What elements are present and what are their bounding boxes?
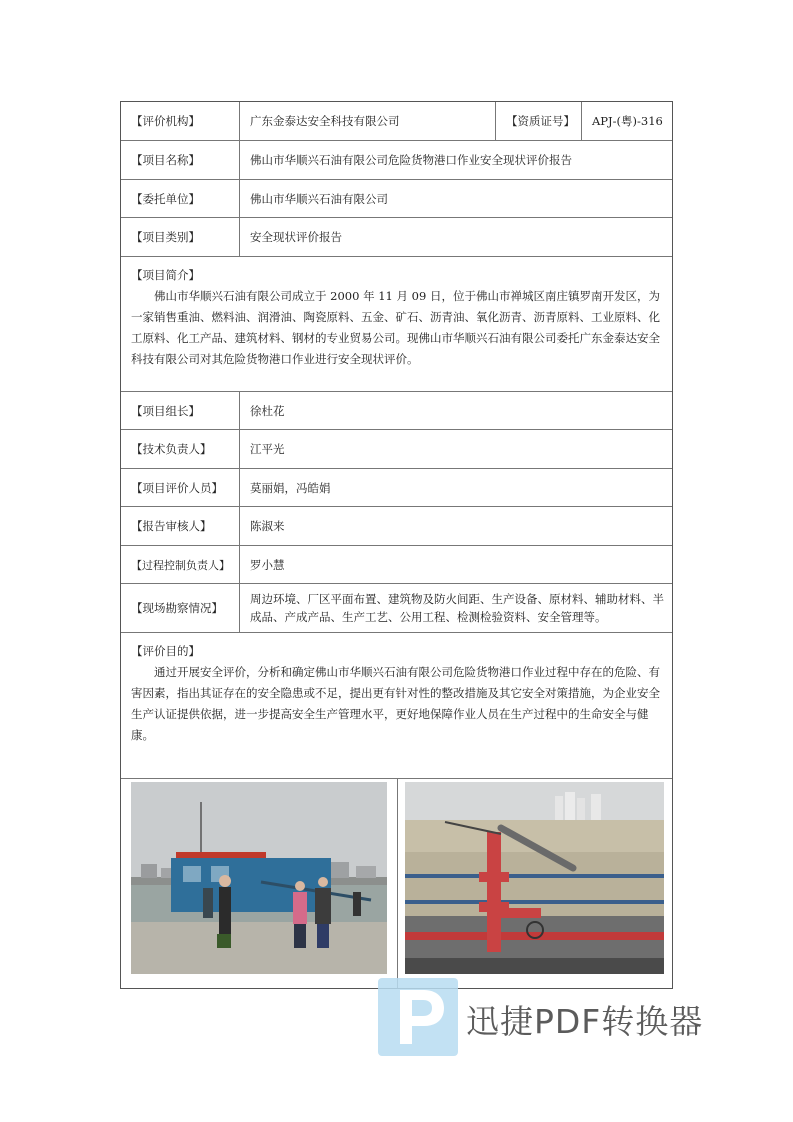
row-category <box>121 218 672 257</box>
label-agency: 【评价机构】 <box>121 102 240 140</box>
report-info-table <box>120 101 673 989</box>
wharf-site-photo <box>131 782 387 974</box>
value-reviewer: 陈淑来 <box>250 519 285 533</box>
row-leader <box>121 392 672 430</box>
value-survey: 周边环境、厂区平面布置、建筑物及防火间距、生产设备、原材料、辅助材料、半成品、产成产品、生产工艺、公用工程、检测检验资料、安全管理等。 <box>250 592 664 624</box>
value-evaluators: 莫丽娟，冯皓娟 <box>250 480 331 495</box>
label-category: 【项目类别】 <box>121 218 240 256</box>
row-client <box>121 180 672 218</box>
purpose-heading: 【评价目的】 <box>131 644 200 658</box>
label-client: 【委托单位】 <box>121 180 240 217</box>
row-evaluators <box>121 469 672 507</box>
row-survey <box>121 584 672 633</box>
intro-text: 佛山市华顺兴石油有限公司成立于 2000 年 11 月 09 日，位于佛山市禅城区南庄镇罗南开发区，为一家销售重油、燃料油、润滑油、陶瓷原料、五金、矿石、沥青油、氧化沥青、沥青原料、工业原料、化工原料、化工产品、建筑材料、钢材的专业贸易公司。现佛山市华顺兴石油有限公司委托广东金泰达安全科技有限公司对其危险货物港口作业进行安全现状评价。 <box>131 289 660 366</box>
value-process: 罗小慧 <box>250 557 285 572</box>
purpose-text: 通过开展安全评价，分析和确定佛山市华顺兴石油有限公司危险货物港口作业过程中存在的危险、有害因素，指出其证存在的安全隐患或不足，提出更有针对性的整改措施及其它安全对策措施，为企业安全生产认证提供依据，进一步提高安全生产管理水平，更好地保障作业人员在生产过程中的生命安全与健康。 <box>131 665 660 742</box>
section-purpose <box>121 633 672 779</box>
row-agency <box>121 102 672 141</box>
intro-heading: 【项目简介】 <box>131 268 200 282</box>
pdf-converter-logo-icon <box>378 978 458 1056</box>
label-process: 【过程控制负责人】 <box>121 546 240 583</box>
value-category: 安全现状评价报告 <box>250 230 342 244</box>
value-qualification: APJ-(粤)-316 <box>592 114 663 128</box>
value-leader: 徐杜花 <box>250 403 285 418</box>
label-qualification: 【资质证号】 <box>496 102 582 140</box>
row-reviewer <box>121 507 672 546</box>
value-client: 佛山市华顺兴石油有限公司 <box>250 191 388 206</box>
value-project-name: 佛山市华顺兴石油有限公司危险货物港口作业安全现状评价报告 <box>250 153 572 167</box>
photo-divider <box>397 779 398 988</box>
label-evaluators: 【项目评价人员】 <box>121 469 240 506</box>
section-intro <box>121 257 672 392</box>
label-tech: 【技术负责人】 <box>121 430 240 468</box>
pipeline-valve-photo <box>405 782 664 974</box>
value-tech: 江平光 <box>250 442 285 456</box>
watermark-brand-text: 迅捷PDF转换器 <box>466 1002 704 1041</box>
pdf-converter-watermark <box>378 978 728 1058</box>
label-leader: 【项目组长】 <box>121 392 240 429</box>
label-reviewer: 【报告审核人】 <box>121 507 240 545</box>
row-tech <box>121 430 672 469</box>
row-process <box>121 546 672 584</box>
value-agency: 广东金泰达安全科技有限公司 <box>240 102 496 140</box>
label-project-name: 【项目名称】 <box>121 141 240 179</box>
row-project-name <box>121 141 672 180</box>
label-survey: 【现场勘察情况】 <box>121 584 240 632</box>
